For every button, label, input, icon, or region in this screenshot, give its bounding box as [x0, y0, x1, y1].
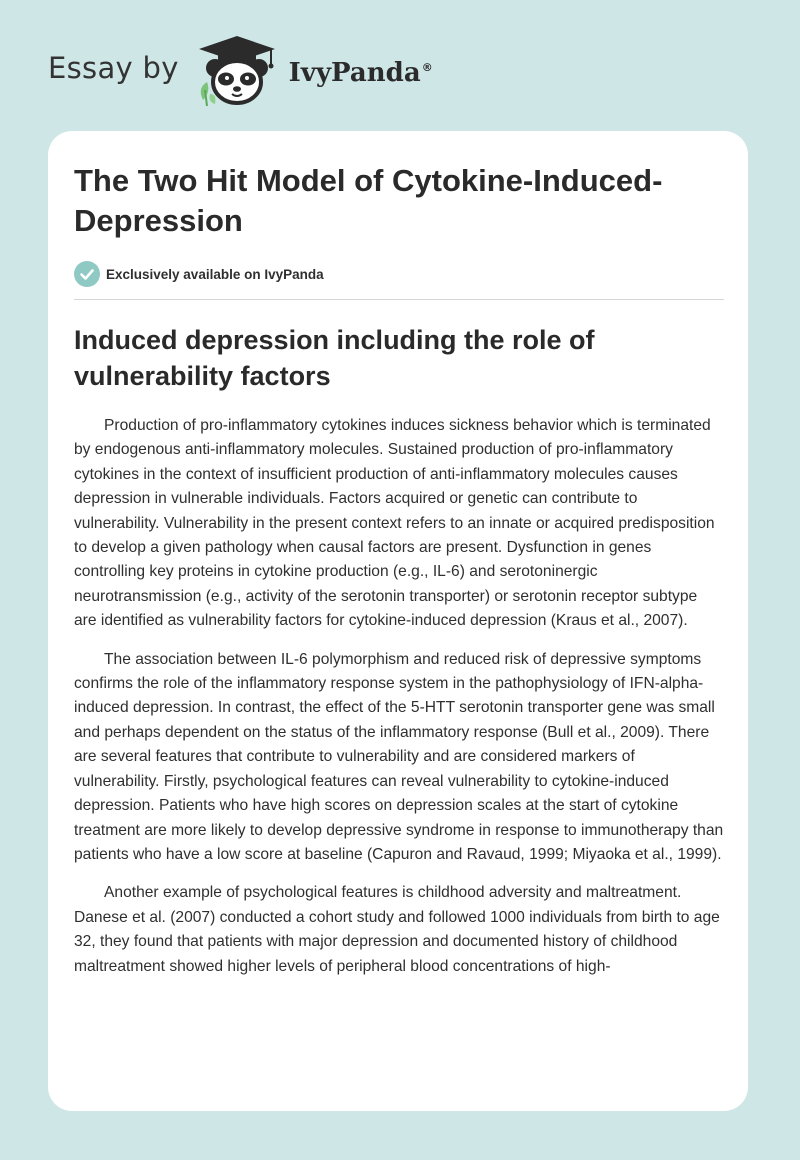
exclusive-label: Exclusively available on IvyPanda: [106, 266, 324, 282]
exclusive-badge: [74, 261, 724, 287]
registered-mark: ®: [421, 61, 433, 75]
essay-content: [74, 161, 724, 979]
brand-prefix: Essay by: [48, 51, 179, 85]
essay-title: The Two Hit Model of Cytokine-Induced-Depression: [74, 163, 663, 238]
panda-logo-icon[interactable]: [191, 32, 283, 108]
paragraph-2: The association between IL-6 polymorphism and reduced risk of depressive symptoms confirms the role of the inflammatory response system in the pathophysiology of IFN-alpha-induced depression. In contrast, the effect of the 5-HTT serotonin transporter gene was small and perhaps dependent on the status of the inflammatory response (Bull et al., 2009). There are several features that contribute to vulnerability and are considered markers of vulnerability. Firstly, psychological features can reveal vulnerability to cytokine-induced depression. Patients who have high scores on depression scales at the start of cytokine treatment are more likely to develop depressive syndrome in response to immunotherapy than patients who have a low score at baseline (Capuron and Ravaud, 1999; Miyaoka et al., 1999).: [74, 650, 724, 863]
paragraph-1: Production of pro-inflammatory cytokines induces sickness behavior which is terminated by endogenous anti-inflammatory molecules. Sustained production of pro-inflammatory cytokines in the context of insufficient production of anti-inflammatory molecules causes depression in vulnerable individuals. Factors acquired or genetic can contribute to vulnerability. Vulnerability in the present context refers to an innate or acquired predisposition to develop a given pathology when causal factors are present. Dysfunction in genes controlling key proteins in cytokine production (e.g., IL-6) and serotoninergic neurotransmission (e.g., activity of the serotonin transporter) or serotonin receptor subtype are identified as vulnerability factors for cytokine-induced depression (Kraus et al., 2007).: [74, 417, 715, 630]
check-circle-icon: [74, 261, 100, 287]
brand-name-text: IvyPanda: [288, 58, 421, 88]
divider: [74, 299, 724, 300]
paragraph-3: Another example of psychological features is childhood adversity and maltreatment. Danese et al. (2007) conducted a cohort study and followed 1000 individuals from birth to age 32, they found that patients with major depression and documented history of childhood maltreatment showed higher levels of peripheral blood concentrations of high-: [74, 884, 720, 975]
section-heading: Induced depression including the role of vulnerability factors: [74, 325, 595, 391]
site-header: [48, 32, 433, 108]
brand-name[interactable]: [289, 58, 433, 88]
essay-card: [48, 131, 748, 1111]
